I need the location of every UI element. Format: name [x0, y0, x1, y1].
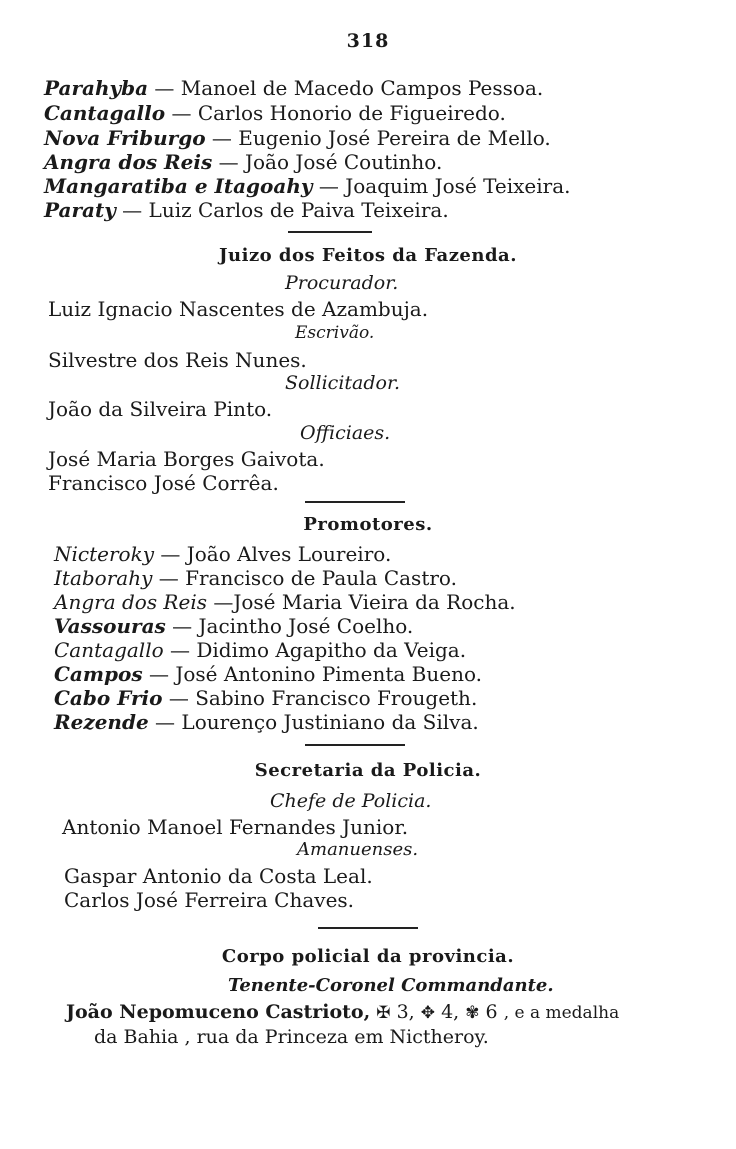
list-item: Nicteroky — João Alves Loureiro. — [54, 542, 392, 566]
place-name: Vassouras — [54, 614, 166, 638]
person-name: Carlos Honorio de Figueiredo. — [197, 101, 506, 125]
person-name: Francisco José Corrêa. — [48, 471, 279, 495]
section-heading: Secretaria da Policia. — [254, 760, 482, 781]
role-label: Officiaes. — [300, 422, 391, 444]
person-name: José Maria Vieira da Rocha. — [233, 590, 516, 614]
place-name: Paraty — [44, 198, 116, 222]
section-heading: Corpo policial da provincia. — [221, 946, 515, 967]
place-name: Campos — [54, 662, 143, 686]
section-divider — [288, 231, 372, 233]
person-name: Luiz Ignacio Nascentes de Azambuja. — [48, 297, 429, 321]
place-name: Cantagallo — [44, 101, 166, 125]
person-name: Silvestre dos Reis Nunes. — [48, 348, 307, 372]
list-item: Parahyba — Manoel de Macedo Campos Pessoa. — [44, 76, 544, 100]
role-label: Tenente-Coronel Commandante. — [228, 975, 554, 996]
person-name: Joaquim José Teixeira. — [345, 174, 571, 198]
section-divider — [318, 927, 418, 929]
list-item: Angra dos Reis —José Maria Vieira da Rocha. — [54, 590, 516, 614]
person-name: Gaspar Antonio da Costa Leal. — [64, 864, 373, 888]
flower-decoration-icon: ✾ — [465, 1003, 480, 1023]
cross-decoration-icon: ✠ — [376, 1003, 391, 1023]
person-name: João Nepomuceno Castrioto, — [66, 1001, 371, 1023]
place-name: Mangaratiba e Itagoahy — [44, 174, 313, 198]
person-name: Manoel de Macedo Campos Pessoa. — [180, 76, 544, 100]
person-name: Lourenço Justiniano da Silva. — [181, 710, 479, 734]
place-name: Angra dos Reis — [44, 150, 213, 174]
list-item: Campos — José Antonino Pimenta Bueno. — [54, 662, 483, 686]
person-name: Francisco de Paula Castro. — [185, 566, 457, 590]
person-name: José Antonino Pimenta Bueno. — [175, 662, 483, 686]
commander-line: João Nepomuceno Castrioto, ✠ 3, ✥ 4, ✾ 6 , e a medalha — [66, 1001, 620, 1023]
list-item: Paraty — Luiz Carlos de Paiva Teixeira. — [44, 198, 449, 222]
person-name: João da Silveira Pinto. — [48, 397, 273, 421]
place-name: Angra dos Reis — [54, 590, 207, 614]
role-label: Amanuenses. — [297, 839, 419, 860]
list-item: Angra dos Reis — João José Coutinho. — [44, 150, 443, 174]
section-heading: Juizo dos Feitos da Fazenda. — [219, 245, 517, 266]
person-name: Luiz Carlos de Paiva Teixeira. — [148, 198, 449, 222]
address-line: da Bahia , rua da Princeza em Nictheroy. — [94, 1026, 489, 1048]
place-name: Parahyba — [44, 76, 149, 100]
person-name: Jacintho José Coelho. — [198, 614, 414, 638]
person-name: João José Coutinho. — [244, 150, 443, 174]
list-item: Cabo Frio — Sabino Francisco Frougeth. — [54, 686, 478, 710]
section-divider — [305, 501, 405, 503]
person-name: Sabino Francisco Frougeth. — [195, 686, 478, 710]
place-name: Nova Friburgo — [44, 126, 206, 150]
person-name: Eugenio José Pereira de Mello. — [238, 126, 551, 150]
role-label: Chefe de Policia. — [270, 790, 432, 812]
person-name: João Alves Loureiro. — [186, 542, 392, 566]
section-heading: Promotores. — [303, 514, 433, 535]
place-name: Cantagallo — [54, 638, 164, 662]
place-name: Itaborahy — [54, 566, 153, 590]
role-label: Escrivão. — [295, 323, 375, 343]
list-item: Rezende — Lourenço Justiniano da Silva. — [54, 710, 479, 734]
page-number: 318 — [346, 30, 390, 52]
list-item: Itaborahy — Francisco de Paula Castro. — [54, 566, 457, 590]
star-decoration-icon: ✥ — [420, 1003, 436, 1023]
place-name: Cabo Frio — [54, 686, 163, 710]
person-name: Antonio Manoel Fernandes Junior. — [62, 815, 409, 839]
section-divider — [305, 744, 405, 746]
list-item: Nova Friburgo — Eugenio José Pereira de Mello. — [44, 126, 551, 150]
role-label: Sollicitador. — [285, 372, 401, 394]
person-name: José Maria Borges Gaivota. — [48, 447, 325, 471]
person-name: Didimo Agapitho da Veiga. — [196, 638, 467, 662]
medal-text: , e a medalha — [503, 1003, 620, 1023]
list-item: Mangaratiba e Itagoahy — Joaquim José Teixeira. — [44, 174, 571, 198]
list-item: Cantagallo — Carlos Honorio de Figueiredo. — [44, 101, 506, 125]
list-item: Vassouras — Jacintho José Coelho. — [54, 614, 414, 638]
place-name: Rezende — [54, 710, 149, 734]
role-label: Procurador. — [285, 272, 399, 294]
person-name: Carlos José Ferreira Chaves. — [64, 888, 355, 912]
list-item: Cantagallo — Didimo Agapitho da Veiga. — [54, 638, 467, 662]
place-name: Nicteroky — [54, 542, 154, 566]
